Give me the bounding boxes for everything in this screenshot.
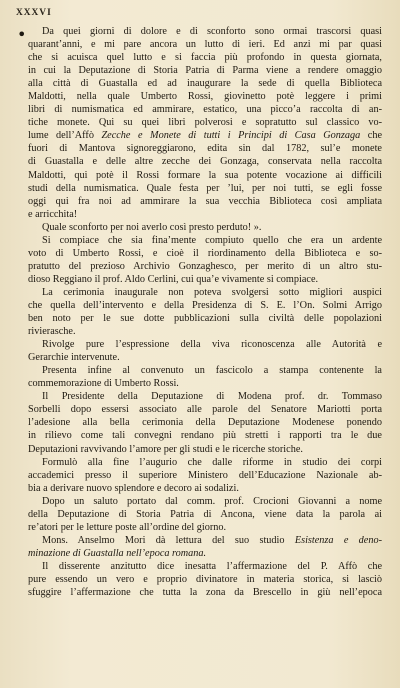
text-line: Presenta infine al convenuto un fascicolo a stampa contenente la — [42, 365, 382, 377]
text-line: rivierasche. — [28, 326, 76, 338]
text-line: libri di numismatica ed ammirare, estatico, una picco’a raccolta di an- — [28, 104, 382, 116]
text-line: sfuggire l’affermazione che tutta la zona da Brescello in giù nell’epoca — [28, 587, 382, 599]
text-line: Rivolge pure l’espressione della viva riconoscenza alle Autorità e — [42, 339, 382, 351]
text-line: Il Presidente della Deputazione di Modena prof. dr. Tommaso — [42, 391, 382, 403]
text-line: commemorazione di Umberto Rossi. — [28, 378, 179, 390]
text-line: Maldotti, qui potè il Rossi formare la sua potente vocazione ai difficili — [28, 169, 382, 181]
text-line: della Deputazione di Storia Patria di Ancona, viene data la parola ai — [28, 508, 382, 520]
text-line: Il disserente anzitutto dice inesatta l’affermazione del P. Affò che — [42, 560, 382, 572]
text-line: Mons. Anselmo Mori dà lettura del suo studio Esistenza e deno- — [42, 534, 382, 546]
text-line: Formulò alla fine l’augurio che dalle riforme in studio dei corpi — [42, 456, 382, 468]
text-line: l’adesione alla bella cerimonia della Deputazione Modenese ponendo — [28, 417, 382, 429]
text-line: oggi qui fra noi ad ammirare la sua vecchia Biblioteca così ampliata — [28, 195, 382, 207]
text-line: voto di Umberto Rossi, e cioè il riordinamento della Biblioteca e so- — [28, 247, 382, 259]
text-line: Quale sconforto per noi averlo così presto perduto! ». — [42, 221, 262, 233]
text-line: Dopo un saluto portato dal comm. prof. Crocioni Giovanni a nome — [42, 495, 382, 507]
text-line: minazione di Guastalla nell’epoca romana. — [28, 547, 207, 559]
text-line: tiche monete. Qui su quei libri polverosi e sopratutto sul classico vo- — [28, 117, 382, 129]
text-line: pratutto del prezioso Archivio Gonzaghesco, per merito di un altro stu- — [28, 260, 382, 272]
text-line: accademici presso il superiore Ministero dell’Educazione Nazionale ab- — [28, 469, 382, 481]
text-line: Da quei giorni di dolore e di sconforto sono ormai trascorsi quasi — [42, 26, 382, 37]
text-line: che si acuisca quel lutto e si faccia più profondo in questa giornata, — [28, 52, 382, 64]
text-line: studi della numismatica. Quale festa per ’lui, per noi tutti, se egli fosse — [28, 182, 382, 194]
text-line: pure essendo un vero e proprio divinatore in materia storica, si lasciò — [28, 573, 382, 585]
text-line: fuori di Mantova signoreggiarono, edita sin dal 1782, sul’e monete — [28, 143, 382, 155]
text-line: che quella dell’intervento e della Presidenza di S. E. l’On. Solmi Arrigo — [28, 299, 382, 311]
page-number: XXXVI — [16, 8, 52, 18]
text-line: ben noto per le sue dotte pubblicazioni sulla civiltà delle popolazioni — [28, 313, 382, 325]
text-line: in rilievo come tali convegni rendano più stretti i rapporti tra le due — [28, 430, 382, 442]
text-line: Deputazioni ravvivando l’amore per gli studi e le ricerche storiche. — [28, 443, 303, 455]
text-line: alla città di Guastalla ed ad inaugurare la sede di quella Biblioteca — [28, 78, 382, 90]
body-text — [28, 25, 382, 599]
margin-mark: • — [17, 25, 27, 44]
text-line: quarant’anni, e mi pare ancora un lutto di ieri. Ed anzi mi par quasi — [28, 39, 382, 51]
text-line: Maldotti, nella quale Umberto Rossi, giovinetto potè leggere i primi — [28, 91, 382, 103]
text-line: Gerarchie intervenute. — [28, 352, 120, 364]
text-line: La cerimonia inaugurale non poteva svolgersi sotto migliori auspici — [42, 286, 382, 298]
text-line: bia a derivare nuovo splendore e decoro ai sodalizi. — [28, 482, 239, 494]
text-line: dioso Reggiano il prof. Aldo Cerlini, cui qua’e vivamente si compiace. — [28, 273, 319, 285]
text-line: lume dell’Affò Zecche e Monete di tutti i Principi di Casa Gonzaga che — [28, 130, 382, 142]
text-line: Si compiace che sia fina’mente compiuto quello che era un ardente — [42, 234, 382, 246]
text-line: e arricchita! — [28, 208, 78, 220]
text-line: re’atori per le letture poste all’ordine del giorno. — [28, 521, 227, 533]
text-line: Sorbelli dopo essersi associato alle parole del Senatore Mariotti porta — [28, 404, 382, 416]
text-line: di Guastalla e delle altre zecche dei Gonzaga, conservata nella raccolta — [28, 156, 382, 168]
text-line: in cui la Deputazione di Storia Patria di Parma viene a rendere omaggio — [28, 65, 382, 77]
